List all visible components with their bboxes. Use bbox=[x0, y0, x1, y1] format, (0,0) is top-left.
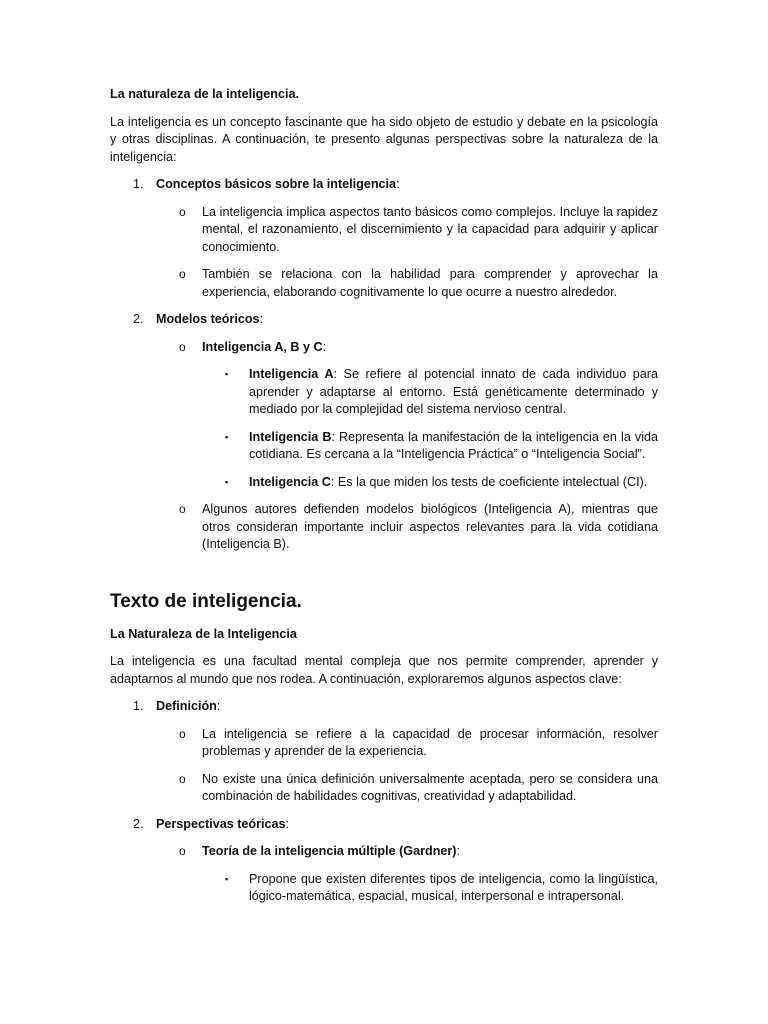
list-number: 2. bbox=[133, 312, 144, 326]
item-colon: : bbox=[216, 699, 221, 713]
section-heading: La Naturaleza de la Inteligencia bbox=[110, 626, 297, 641]
bullet-text: La inteligencia implica aspectos tanto básicos como complejos. Incluye la rapidez mental, el razonamiento, el discernimiento y la capacidad para adquirir y aplicar conocimiento. bbox=[202, 204, 658, 254]
square-bullet-icon: ▪ bbox=[225, 369, 229, 379]
numbered-item-1 bbox=[110, 698, 658, 716]
list-item bbox=[110, 871, 658, 906]
circle-bullet-icon: o bbox=[179, 844, 186, 858]
item-title: Definición bbox=[156, 699, 217, 713]
numbered-item-1 bbox=[110, 176, 658, 194]
list-item bbox=[110, 366, 658, 419]
term: Inteligencia B bbox=[249, 429, 332, 444]
numbered-item-2 bbox=[110, 311, 658, 329]
list-number: 2. bbox=[133, 816, 144, 831]
bullet-text: No existe una única definición universalmente aceptada, pero se considera una combinación de habilidades cognitivas, creatividad y adaptabilidad. bbox=[202, 771, 658, 803]
document-title: Texto de inteligencia. bbox=[110, 590, 302, 612]
bullet-text: Propone que existen diferentes tipos de inteligencia, como la lingüística, lógico-matemática, espacial, musical, interpersonal e intrapersonal. bbox=[249, 871, 658, 903]
list-item bbox=[110, 339, 658, 357]
circle-bullet-icon: o bbox=[179, 339, 186, 354]
list-item bbox=[110, 474, 658, 492]
item-colon: : bbox=[259, 312, 264, 326]
list-item bbox=[110, 204, 658, 257]
circle-bullet-icon: o bbox=[179, 771, 186, 786]
circle-bullet-icon: o bbox=[179, 726, 186, 741]
item-title: Modelos teóricos bbox=[156, 312, 260, 326]
section-heading: La naturaleza de la inteligencia. bbox=[110, 87, 299, 101]
circle-bullet-icon: o bbox=[179, 267, 186, 281]
term-text: : Se refiere al potencial innato de cada individuo para aprender y adaptarse al entorno. Está genéticamente determinado y mediado por la complejidad del sistema nervioso central. bbox=[249, 367, 658, 416]
term: Inteligencia C bbox=[249, 474, 331, 489]
list-item bbox=[110, 501, 658, 554]
item-title: Conceptos básicos sobre la inteligencia bbox=[156, 177, 397, 191]
square-bullet-icon: ▪ bbox=[225, 476, 229, 487]
intro-paragraph: La inteligencia es un concepto fascinante que ha sido objeto de estudio y debate en la psicología y otras disciplinas. A continuación, te presento algunas perspectivas sobre la naturaleza de la inteligencia: bbox=[110, 114, 658, 164]
bullet-text: Algunos autores defienden modelos biológicos (Inteligencia A), mientras que otros consideran importante incluir aspectos relevantes para la vida cotidiana (Inteligencia B). bbox=[202, 502, 658, 551]
item-colon: : bbox=[396, 177, 400, 191]
list-item bbox=[110, 726, 658, 761]
bullet-text: También se relaciona con la habilidad para comprender y aprovechar la experiencia, elaborando cognitivamente lo que ocurre a nuestro alrededor. bbox=[202, 267, 658, 299]
circle-bullet-icon: o bbox=[179, 204, 186, 219]
list-item bbox=[110, 843, 658, 861]
bullet-text: La inteligencia se refiere a la capacidad de procesar información, resolver problemas y aprender de la experiencia. bbox=[202, 726, 658, 758]
numbered-item-2 bbox=[110, 816, 658, 834]
square-bullet-icon: ▪ bbox=[225, 873, 229, 884]
subitem-title: Inteligencia A, B y C bbox=[202, 339, 323, 354]
subitem-colon: : bbox=[456, 844, 460, 858]
list-item bbox=[110, 771, 658, 806]
item-colon: : bbox=[285, 816, 290, 831]
term: Inteligencia A bbox=[249, 367, 334, 381]
list-item bbox=[110, 429, 658, 464]
circle-bullet-icon: o bbox=[179, 502, 186, 516]
list-number: 1. bbox=[133, 177, 144, 191]
square-bullet-icon: ▪ bbox=[225, 431, 229, 442]
term-text: : Representa la manifestación de la inteligencia en la vida cotidiana. Es cercana a la “Inteligencia Práctica” o “Inteligencia Social”. bbox=[249, 429, 658, 461]
intro-paragraph: La inteligencia es una facultad mental compleja que nos permite comprender, aprender y adaptarnos al mundo que nos rodea. A continuación, exploraremos algunos aspectos clave: bbox=[110, 654, 658, 686]
subitem-colon: : bbox=[322, 339, 327, 354]
list-number: 1. bbox=[133, 699, 144, 713]
item-title: Perspectivas teóricas bbox=[156, 816, 286, 831]
list-item bbox=[110, 266, 658, 301]
subitem-title: Teoría de la inteligencia múltiple (Gardner) bbox=[202, 844, 457, 858]
term-text: : Es la que miden los tests de coeficiente intelectual (CI). bbox=[330, 474, 648, 489]
